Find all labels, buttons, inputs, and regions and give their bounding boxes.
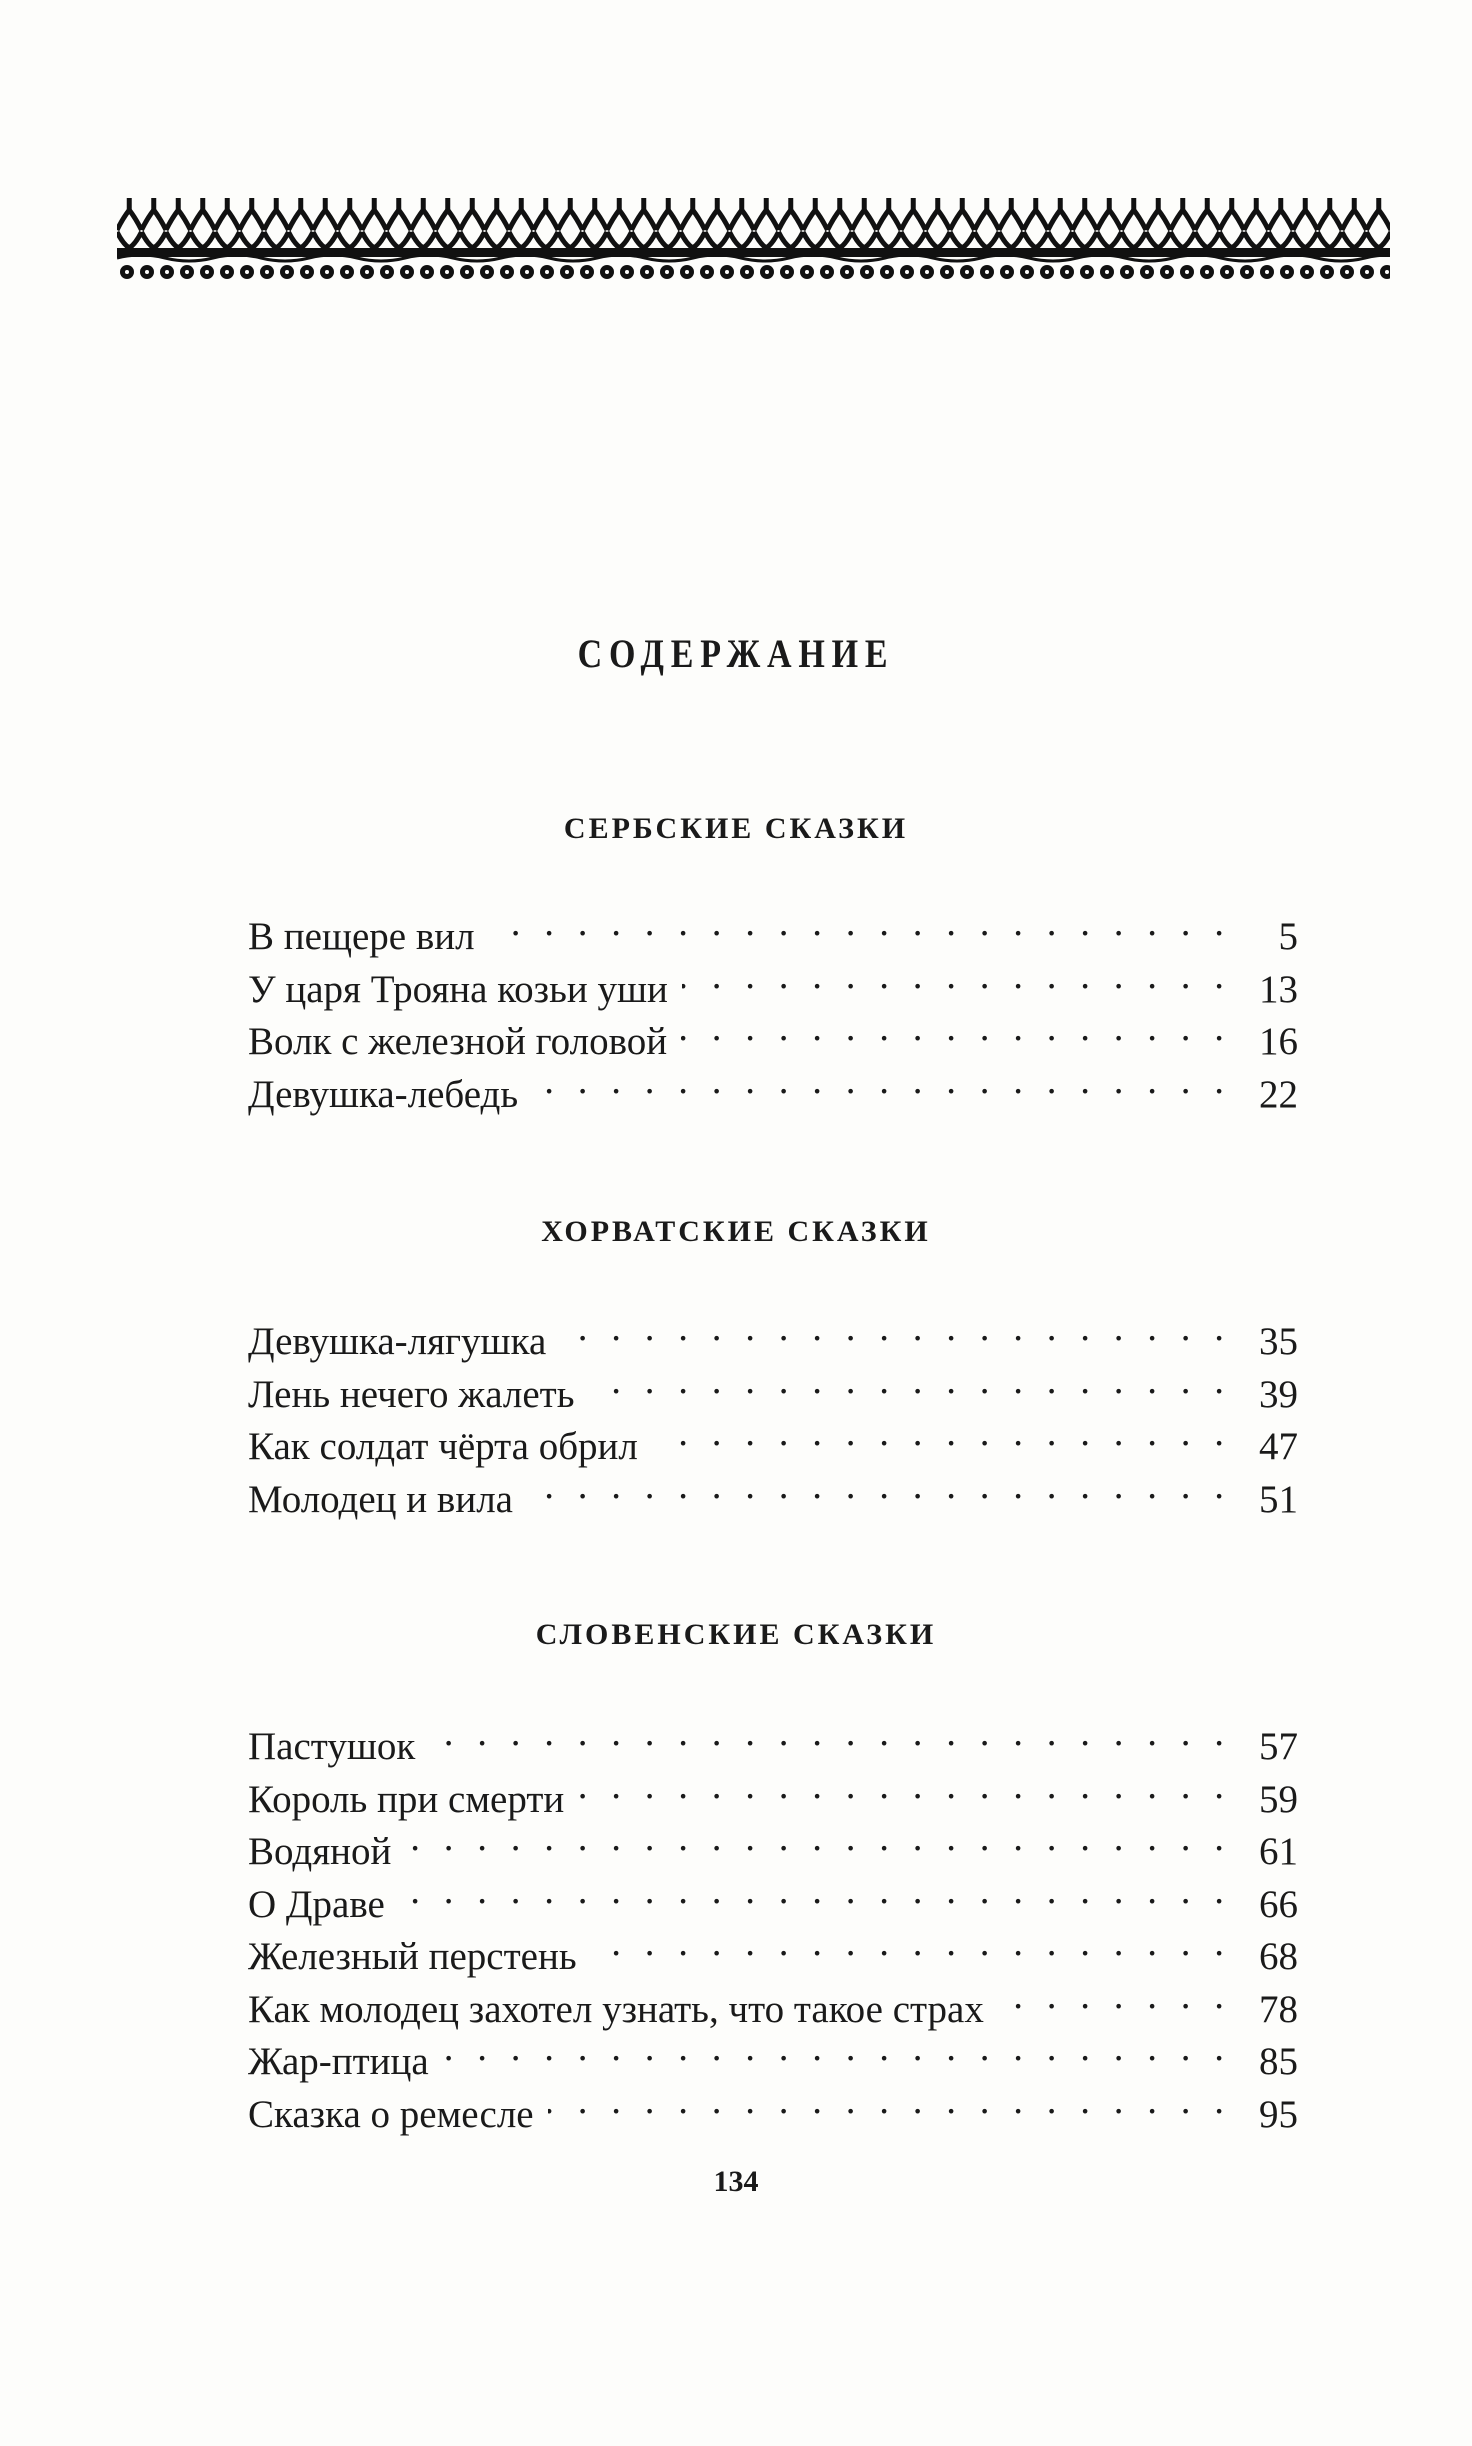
page-title: СОДЕРЖАНИЕ	[577, 631, 895, 676]
entry-title: Девушка-лягушка	[248, 1320, 547, 1363]
entry-title: Жар-птица	[248, 2040, 429, 2083]
entry-page: 66	[1259, 1882, 1298, 1926]
dot-leader	[682, 950, 1224, 1002]
entry-page: 57	[1259, 1725, 1298, 1768]
dot-leader	[578, 1760, 1224, 1812]
dot-leader	[527, 1460, 1224, 1512]
toc-list-slovenian	[248, 1707, 1298, 2136]
dot-leader	[560, 1302, 1224, 1354]
dot-leader	[652, 1407, 1224, 1459]
entry-page: 51	[1259, 1477, 1298, 1521]
dot-leader	[405, 1812, 1224, 1864]
entry-page: 16	[1259, 1020, 1298, 1063]
toc-entry[interactable]	[248, 1865, 1298, 1926]
dot-leader	[443, 2022, 1224, 2074]
entry-page: 68	[1259, 1935, 1298, 1978]
toc-list-croatian	[248, 1302, 1298, 1521]
entry-page: 13	[1259, 967, 1298, 1011]
entry-title: Молодец и вила	[248, 1477, 513, 1521]
entry-page: 78	[1259, 1987, 1298, 2031]
toc-entry[interactable]	[248, 1707, 1298, 1768]
entry-title: Девушка-лебедь	[248, 1072, 519, 1116]
section-heading-serbian: СЕРБСКИЕ СКАЗКИ	[563, 812, 909, 845]
entry-title: О Драве	[248, 1882, 385, 1926]
entry-page: 85	[1259, 2040, 1298, 2083]
dot-leader	[429, 1707, 1224, 1759]
entry-title: У царя Трояна козьи уши	[248, 967, 668, 1011]
page-number: 134	[713, 2165, 759, 2198]
entry-page: 47	[1259, 1425, 1298, 1468]
entry-page: 35	[1259, 1320, 1298, 1363]
dot-leader	[532, 1055, 1224, 1107]
toc-entry[interactable]	[248, 897, 1298, 958]
entry-page: 22	[1259, 1072, 1298, 1116]
entry-title: Как солдат чёрта обрил	[248, 1425, 638, 1468]
dot-leader	[589, 1355, 1224, 1407]
toc-list-serbian	[248, 897, 1298, 1116]
dot-leader	[399, 1865, 1224, 1917]
entry-title: Король при смерти	[248, 1777, 565, 1821]
entry-title: Железный перстень	[248, 1935, 577, 1978]
dot-leader	[489, 897, 1224, 949]
toc-entry[interactable]	[248, 1917, 1298, 1978]
section-heading-slovenian: СЛОВЕНСКИЕ СКАЗКИ	[535, 1618, 937, 1651]
section-heading-croatian: ХОРВАТСКИЕ СКАЗКИ	[541, 1215, 931, 1248]
toc-entry[interactable]	[248, 1812, 1298, 1873]
entry-title: Как молодец захотел узнать, что такое страх	[248, 1987, 984, 2031]
entry-title: Водяной	[248, 1830, 392, 1873]
dot-leader	[681, 1002, 1224, 1054]
entry-page: 5	[1278, 915, 1298, 958]
dot-leader	[548, 2075, 1224, 2127]
entry-title: Волк с железной головой	[248, 1020, 668, 1063]
decorative-border-ornament	[117, 188, 1390, 280]
entry-title: Пастушок	[248, 1725, 416, 1768]
entry-title: В пещере вил	[248, 915, 475, 958]
entry-page: 39	[1259, 1372, 1298, 1416]
entry-title: Лень нечего жалеть	[248, 1372, 575, 1416]
toc-entry[interactable]	[248, 1302, 1298, 1363]
entry-page: 95	[1259, 2092, 1298, 2136]
entry-page: 59	[1259, 1777, 1298, 1821]
entry-page: 61	[1259, 1830, 1298, 1873]
dot-leader	[591, 1917, 1224, 1969]
entry-title: Сказка о ремесле	[248, 2092, 534, 2136]
dot-leader	[998, 1970, 1224, 2022]
